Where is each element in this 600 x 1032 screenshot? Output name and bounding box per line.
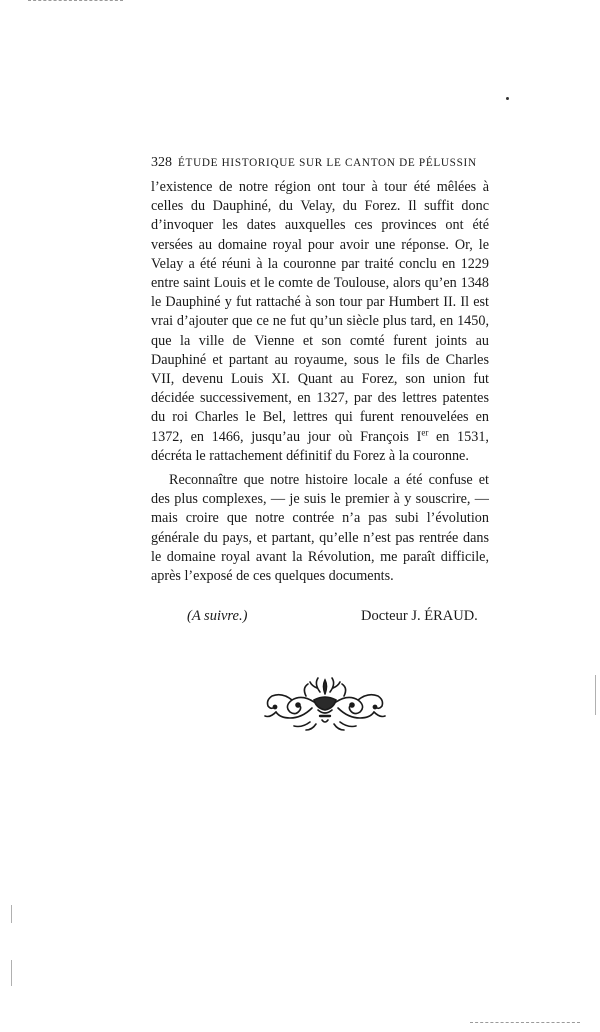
body-text bbox=[151, 178, 489, 586]
running-title: ÉTUDE HISTORIQUE SUR LE CANTON DE PÉLUSSIN bbox=[178, 157, 477, 169]
running-head bbox=[151, 155, 506, 171]
scan-edge-mark-bottom bbox=[470, 1022, 580, 1025]
paragraph: Reconnaître que notre histoire locale a été confuse et des plus complexes, — je suis le premier à y souscrire, — mais croire que notre contrée n’a pas subi l’évolution générale du pays, et partant, qu’elle n’est pas rentrée dans le domaine royal avant la Révolution, me paraît difficile, après l’exposé de ces quelques documents. bbox=[151, 472, 489, 585]
ink-dot bbox=[506, 97, 509, 100]
page-number: 328 bbox=[151, 155, 172, 170]
to-be-continued-note: (A suivre.) bbox=[187, 608, 248, 624]
scan-edge-mark-left bbox=[11, 960, 12, 986]
paragraph-text: l’existence de notre région ont tour à tour été mêlées à celles du Dauphiné, du Velay, du Forez. Il suffit donc d’invoquer les dates auxquelles ces provinces ont été versées au domaine royal pour avoir une réponse. Or, le Velay a été réuni à la couronne par traité conclu en 1229 entre saint Louis et le comte de Toulouse, alors qu’en 1348 le Dauphiné y fut rattaché à son tour par Humbert II. Il est vrai d’ajouter que ce ne fut qu’un siècle plus tard, en 1450, que la ville de Vienne et son comté furent joints au Dauphiné et partant au royaume, sous le fils de Charles VII, devenu Louis XI. Quant au Forez, son union fut décidée successivement, en 1327, par des lettres patentes du roi Charles le Bel, lettres qui furent renouvelées en 1372, en 1466, jusqu’au jour où François I bbox=[151, 179, 489, 445]
author-signature: Docteur J. ÉRAUD. bbox=[361, 608, 478, 624]
paragraph bbox=[151, 178, 489, 466]
scan-edge-mark-right bbox=[595, 675, 596, 715]
superscript: er bbox=[421, 426, 429, 437]
scan-edge-mark-top bbox=[28, 0, 123, 3]
paragraph-text: en 1531, décréta le rattachement définitif du Forez à la couronne. bbox=[151, 428, 489, 464]
floral-vignette-icon bbox=[262, 674, 388, 732]
scan-edge-mark-left bbox=[11, 905, 12, 923]
